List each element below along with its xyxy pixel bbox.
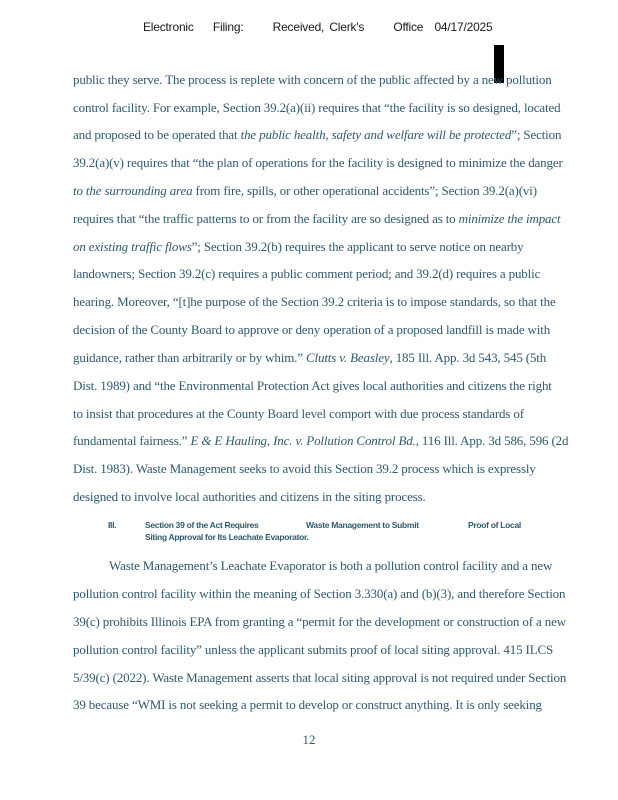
body-line: landowners; Section 39.2(c) requires a public comment period; and 39.2(d) requires a public xyxy=(73,266,541,281)
body-line: pollution control facility within the meaning of Section 3.330(a) and (b)(3), and therefore Section xyxy=(73,586,566,601)
header-received: Received, xyxy=(272,20,325,34)
body-line: requires that “the traffic patterns to or from the facility are so designed as to minimize the impact xyxy=(73,211,561,226)
page-number: 12 xyxy=(302,732,316,747)
body-line: to the surrounding area from fire, spills, or other operational accidents”; Section 39.2(a)(vi) xyxy=(73,183,537,198)
section-title-part: Siting Approval for Its Leachate Evaporator. xyxy=(145,532,309,542)
header-office: Office xyxy=(393,20,424,34)
body-line: 39.2(a)(v) requires that “the plan of operations for the facility is designed to minimize the danger xyxy=(73,155,563,170)
body-line: 39 because “WMI is not seeking a permit to develop or construct anything. It is only seeking xyxy=(73,697,542,712)
body-line: 39(c) prohibits Illinois EPA from granting a “permit for the development or construction of a new xyxy=(73,614,566,629)
body-line: and proposed to be operated that the public health, safety and welfare will be protected”; Section xyxy=(73,127,562,142)
section-number: III. xyxy=(108,520,117,530)
body-line: to insist that procedures at the County Board level comport with due process standards of xyxy=(73,406,524,421)
body-line: pollution control facility” unless the applicant submits proof of local siting approval. 415 ILCS xyxy=(73,642,554,657)
body-line: guidance, rather than arbitrarily or by whim.” Clutts v. Beasley, 185 Ill. App. 3d 543, 545 (5th xyxy=(73,350,547,365)
body-line: on existing traffic flows”; Section 39.2(b) requires the applicant to serve notice on nearby xyxy=(73,239,524,254)
header-electronic: Electronic xyxy=(143,20,194,34)
body-line: hearing. Moreover, “[t]he purpose of the Section 39.2 criteria is to impose standards, so that the xyxy=(73,294,556,309)
case-citation: Clutts v. Beasley xyxy=(306,350,390,365)
filing-stamp-header xyxy=(143,20,509,34)
body-line: 5/39(c) (2022). Waste Management asserts that local siting approval is not required under Section xyxy=(73,670,567,685)
section-title-part: Section 39 of the Act Requires xyxy=(145,520,259,530)
header-date: 04/17/2025 xyxy=(434,20,493,34)
section-title-part: Waste Management to Submit xyxy=(306,520,419,530)
body-line: public they serve. The process is replete with concern of the public affected by a new pollution xyxy=(73,72,552,87)
quoted-criterion: the public health, safety and welfare will be protected xyxy=(240,127,512,142)
body-line: Waste Management’s Leachate Evaporator is both a pollution control facility and a new xyxy=(109,558,553,573)
body-line: control facility. For example, Section 39.2(a)(ii) requires that “the facility is so designed, located xyxy=(73,100,561,115)
section-title-part: Proof of Local xyxy=(468,520,521,530)
body-line: Dist. 1983). Waste Management seeks to avoid this Section 39.2 process which is expressly xyxy=(73,461,536,476)
body-line: decision of the County Board to approve or deny operation of a proposed landfill is made with xyxy=(73,322,551,337)
body-line: Dist. 1989) and “the Environmental Protection Act gives local authorities and citizens the right xyxy=(73,378,552,393)
body-line: fundamental fairness.” E & E Hauling, Inc. v. Pollution Control Bd., 116 Ill. App. 3d 586, 596 (2d xyxy=(73,433,569,448)
header-filing: Filing: xyxy=(212,20,244,34)
case-citation: E & E Hauling, Inc. v. Pollution Control Bd. xyxy=(190,433,416,448)
header-clerks: Clerk's xyxy=(329,20,365,34)
body-line: designed to involve local authorities and citizens in the siting process. xyxy=(73,489,426,504)
